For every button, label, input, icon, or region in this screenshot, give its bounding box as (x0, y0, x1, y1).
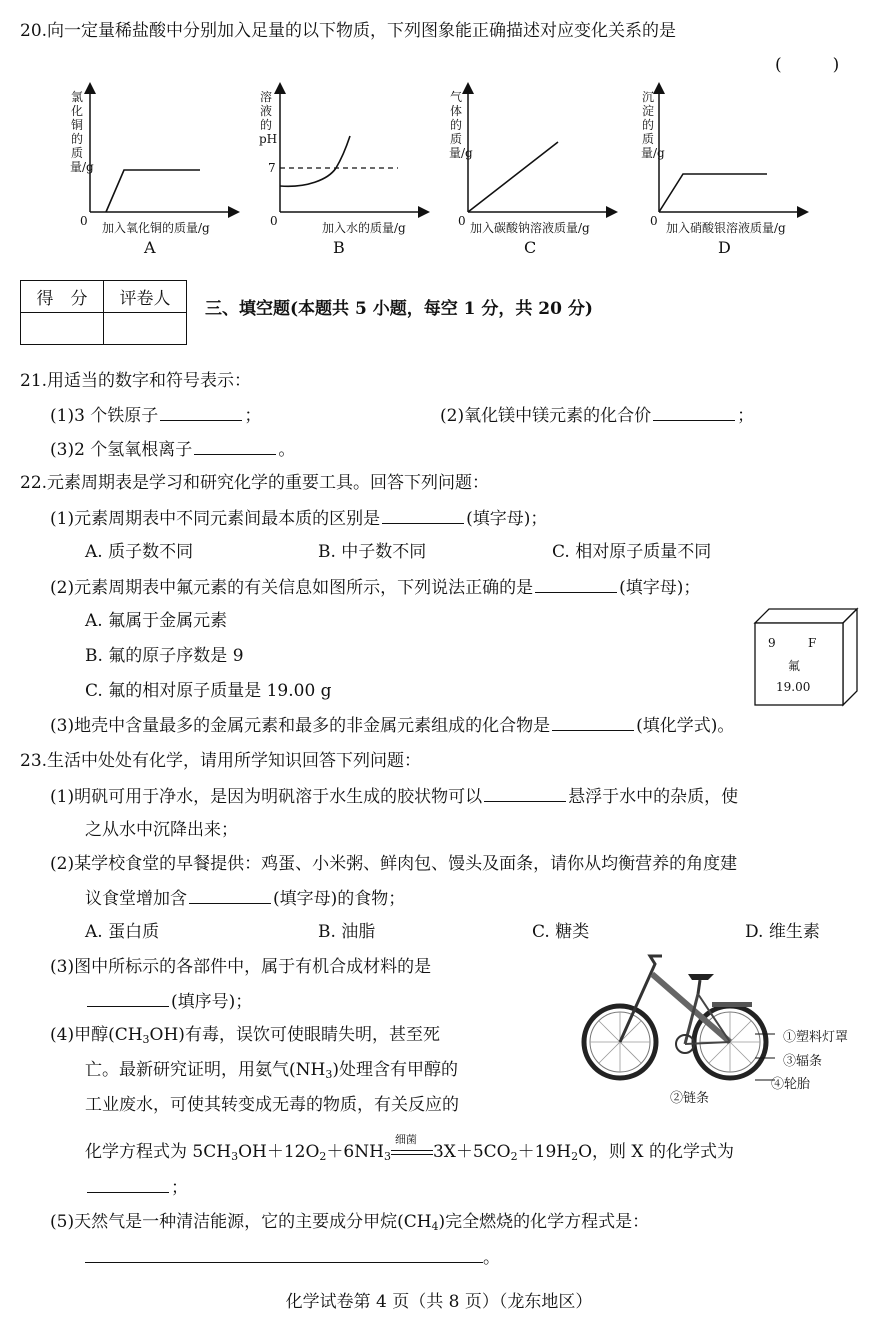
graph-a-plot (86, 84, 246, 220)
q22-p1-text: (1)元素周期表中不同元素间最本质的区别是 (50, 509, 381, 529)
subscript: 2 (571, 1150, 579, 1163)
graph-b-mark: 7 (268, 161, 276, 175)
q21-p3-end: 。 (278, 440, 296, 460)
q23-p4b: 亡。最新研究证明，用氨气(NH (85, 1060, 326, 1080)
answer-blank[interactable] (382, 507, 464, 524)
graph-d-plot (655, 84, 815, 220)
q22-stem: 22.元素周期表是学习和研究化学的重要工具。回答下列问题： (20, 473, 490, 493)
q21-p2-end: ； (737, 406, 755, 426)
graph-c-ylabel: 气体的质量/g (449, 90, 473, 160)
graph-b-origin: 0 (270, 214, 278, 228)
graph-b-plot (276, 84, 436, 220)
q22-p2-option-a: A. 氟属于金属元素 (85, 611, 228, 631)
q22-part1 (50, 507, 547, 530)
q22-part2 (50, 576, 700, 599)
eq-part: OH＋12O (238, 1142, 320, 1162)
q22-p1-option-a: A. 质子数不同 (85, 542, 194, 562)
answer-blank[interactable] (484, 785, 566, 802)
eq-part: 3X＋5CO (432, 1142, 511, 1162)
q21-p2-text: (2)氧化镁中镁元素的化合价 (440, 406, 652, 426)
q22-p3-end: (填化学式)。 (636, 716, 735, 736)
answer-blank-long[interactable] (85, 1246, 483, 1263)
q23-p2-option-d: D. 维生素 (745, 922, 820, 942)
q23-p2a: (2)某学校食堂的早餐提供：鸡蛋、小米粥、鲜肉包、馒头及面条，请你从均衡营养的角度建 (50, 854, 738, 874)
eq-part: ＋6NH (326, 1142, 384, 1162)
graph-c-plot (464, 84, 624, 220)
q23-p4a: (4)甲醇(CH (50, 1025, 143, 1045)
answer-blank[interactable] (194, 438, 276, 455)
score-cell[interactable] (21, 313, 104, 345)
q23-p1a: (1)明矾可用于净水，是因为明矾溶于水生成的胶状物可以 (50, 787, 483, 807)
subscript: 3 (383, 1150, 391, 1163)
answer-blank[interactable] (653, 404, 735, 421)
q22-p2-option-b: B. 氟的原子序数是 9 (85, 646, 244, 666)
q23-p2-option-b: B. 油脂 (318, 922, 376, 942)
q23-p5-answer (85, 1246, 500, 1269)
q22-p1-option-c: C. 相对原子质量不同 (552, 542, 712, 562)
answer-blank[interactable] (189, 887, 271, 904)
graph-a-ylabel: 氯化铜的质量/g (70, 90, 94, 174)
q22-p2-option-c: C. 氟的相对原子质量是 19.00 g (85, 681, 332, 701)
q23-p4c: 工业废水，可使其转变成无毒的物质，有关反应的 (85, 1095, 459, 1115)
subscript: 3 (142, 1033, 150, 1046)
graph-b-letter: B (333, 238, 345, 257)
q23-p4b-line (85, 1059, 458, 1086)
answer-blank[interactable] (535, 576, 617, 593)
q23-p4a-line (50, 1024, 440, 1051)
q22-p2-end: (填字母)； (619, 578, 701, 598)
subscript: 3 (231, 1150, 239, 1163)
graph-c-xlabel: 加入碳酸钠溶液质量/g (470, 221, 590, 235)
grader-cell[interactable] (104, 313, 187, 345)
graph-a-letter: A (144, 238, 156, 257)
subscript: 2 (510, 1150, 518, 1163)
graph-c-letter: C (524, 238, 537, 257)
q23-equation (85, 1132, 734, 1168)
q22-p2-text: (2)元素周期表中氟元素的有关信息如图所示，下列说法正确的是 (50, 578, 534, 598)
q23-p2-option-a: A. 蛋白质 (85, 922, 160, 942)
q23-p5a-line (50, 1211, 649, 1238)
graph-d-ylabel: 沉淀的质量/g (641, 90, 665, 160)
q23-p1c: 之从水中沉降出来； (85, 820, 238, 840)
page-footer: 化学试卷第 4 页（共 8 页）（龙东地区） (285, 1292, 593, 1312)
answer-blank[interactable] (552, 714, 634, 731)
q23-p4b2: )处理含有甲醇的 (332, 1060, 458, 1080)
graph-d-letter: D (718, 238, 731, 257)
reaction-arrow (391, 1132, 433, 1161)
answer-blank[interactable] (87, 1176, 169, 1193)
graph-b-ylabel: 溶液的pH (259, 90, 278, 146)
q23-p5a2: )完全燃烧的化学方程式是： (438, 1212, 650, 1232)
element-name: 氟 (788, 659, 801, 673)
q23-part2b (85, 887, 405, 910)
bicycle-icon (580, 952, 780, 1084)
q21-part3 (50, 438, 295, 461)
subscript: 4 (431, 1220, 439, 1233)
q23-p4e (85, 1176, 188, 1199)
answer-blank[interactable] (160, 404, 242, 421)
eq-part: ＋19H (517, 1142, 572, 1162)
graph-d-xlabel: 加入硝酸银溶液质量/g (666, 221, 786, 235)
section-title: 三、填空题(本题共 5 小题，每空 1 分，共 20 分) (205, 299, 593, 319)
answer-blank[interactable] (87, 990, 169, 1007)
element-mass: 19.00 (776, 680, 811, 694)
q22-p1-option-b: B. 中子数不同 (318, 542, 427, 562)
element-number: 9 (768, 636, 776, 650)
bike-label-lamp: ①塑料灯罩 (783, 1030, 849, 1045)
reaction-condition: 细菌 (394, 1132, 417, 1146)
q23-p4a2: OH)有毒，误饮可使眼睛失明，甚至死 (149, 1025, 440, 1045)
q23-p2c: (填字母)的食物； (273, 889, 406, 909)
subscript: 2 (319, 1150, 327, 1163)
q23-p2b: 议食堂增加含 (85, 889, 187, 909)
eq-part: 化学方程式为 5CH (85, 1142, 232, 1162)
q23-p5-end: 。 (483, 1248, 500, 1268)
q20-answer-paren: ( ) (775, 55, 840, 75)
grader-header: 评卷人 (104, 281, 187, 313)
q21-p1-text: (1)3 个铁原子 (50, 406, 159, 426)
q22-p3-text: (3)地壳中含量最多的金属元素和最多的非金属元素组成的化合物是 (50, 716, 551, 736)
graph-b-xlabel: 加入水的质量/g (322, 221, 406, 235)
score-table (20, 280, 187, 345)
subscript: 3 (325, 1068, 333, 1081)
q20-stem: 20.向一定量稀盐酸中分别加入足量的以下物质，下列图象能正确描述对应变化关系的是 (20, 21, 677, 41)
graph-a-origin: 0 (80, 214, 88, 228)
element-symbol: F (808, 636, 817, 650)
q22-p1-end: (填字母)； (466, 509, 548, 529)
q21-part2 (440, 404, 754, 427)
q21-stem: 21.用适当的数字和符号表示： (20, 371, 252, 391)
q23-stem: 23.生活中处处有化学，请用所学知识回答下列问题： (20, 751, 422, 771)
q21-part1 (50, 404, 261, 427)
q23-p5a: (5)天然气是一种清洁能源，它的主要成分甲烷(CH (50, 1212, 432, 1232)
q23-part3b (85, 990, 252, 1013)
score-header: 得 分 (21, 281, 104, 313)
graph-c-origin: 0 (458, 214, 466, 228)
q23-p3b: (填序号)； (171, 992, 253, 1012)
bike-label-tire: ④轮胎 (771, 1077, 811, 1092)
q21-p3-text: (3)2 个氢氧根离子 (50, 440, 193, 460)
bike-label-spoke: ③辐条 (783, 1054, 823, 1069)
q23-p1b: 悬浮于水中的杂质，使 (568, 787, 739, 807)
graph-d-origin: 0 (650, 214, 658, 228)
bike-label-chain: ②链条 (670, 1091, 710, 1106)
eq-part: O，则 X 的化学式为 (578, 1142, 734, 1162)
q23-part1 (50, 785, 738, 808)
q23-p4e-end: ； (171, 1178, 188, 1198)
q22-part3 (50, 714, 734, 737)
q21-p1-end: ； (244, 406, 262, 426)
q23-p2-option-c: C. 糖类 (532, 922, 590, 942)
q23-p3a: (3)图中所标示的各部件中，属于有机合成材料的是 (50, 957, 432, 977)
graph-a-xlabel: 加入氧化铜的质量/g (102, 221, 210, 235)
